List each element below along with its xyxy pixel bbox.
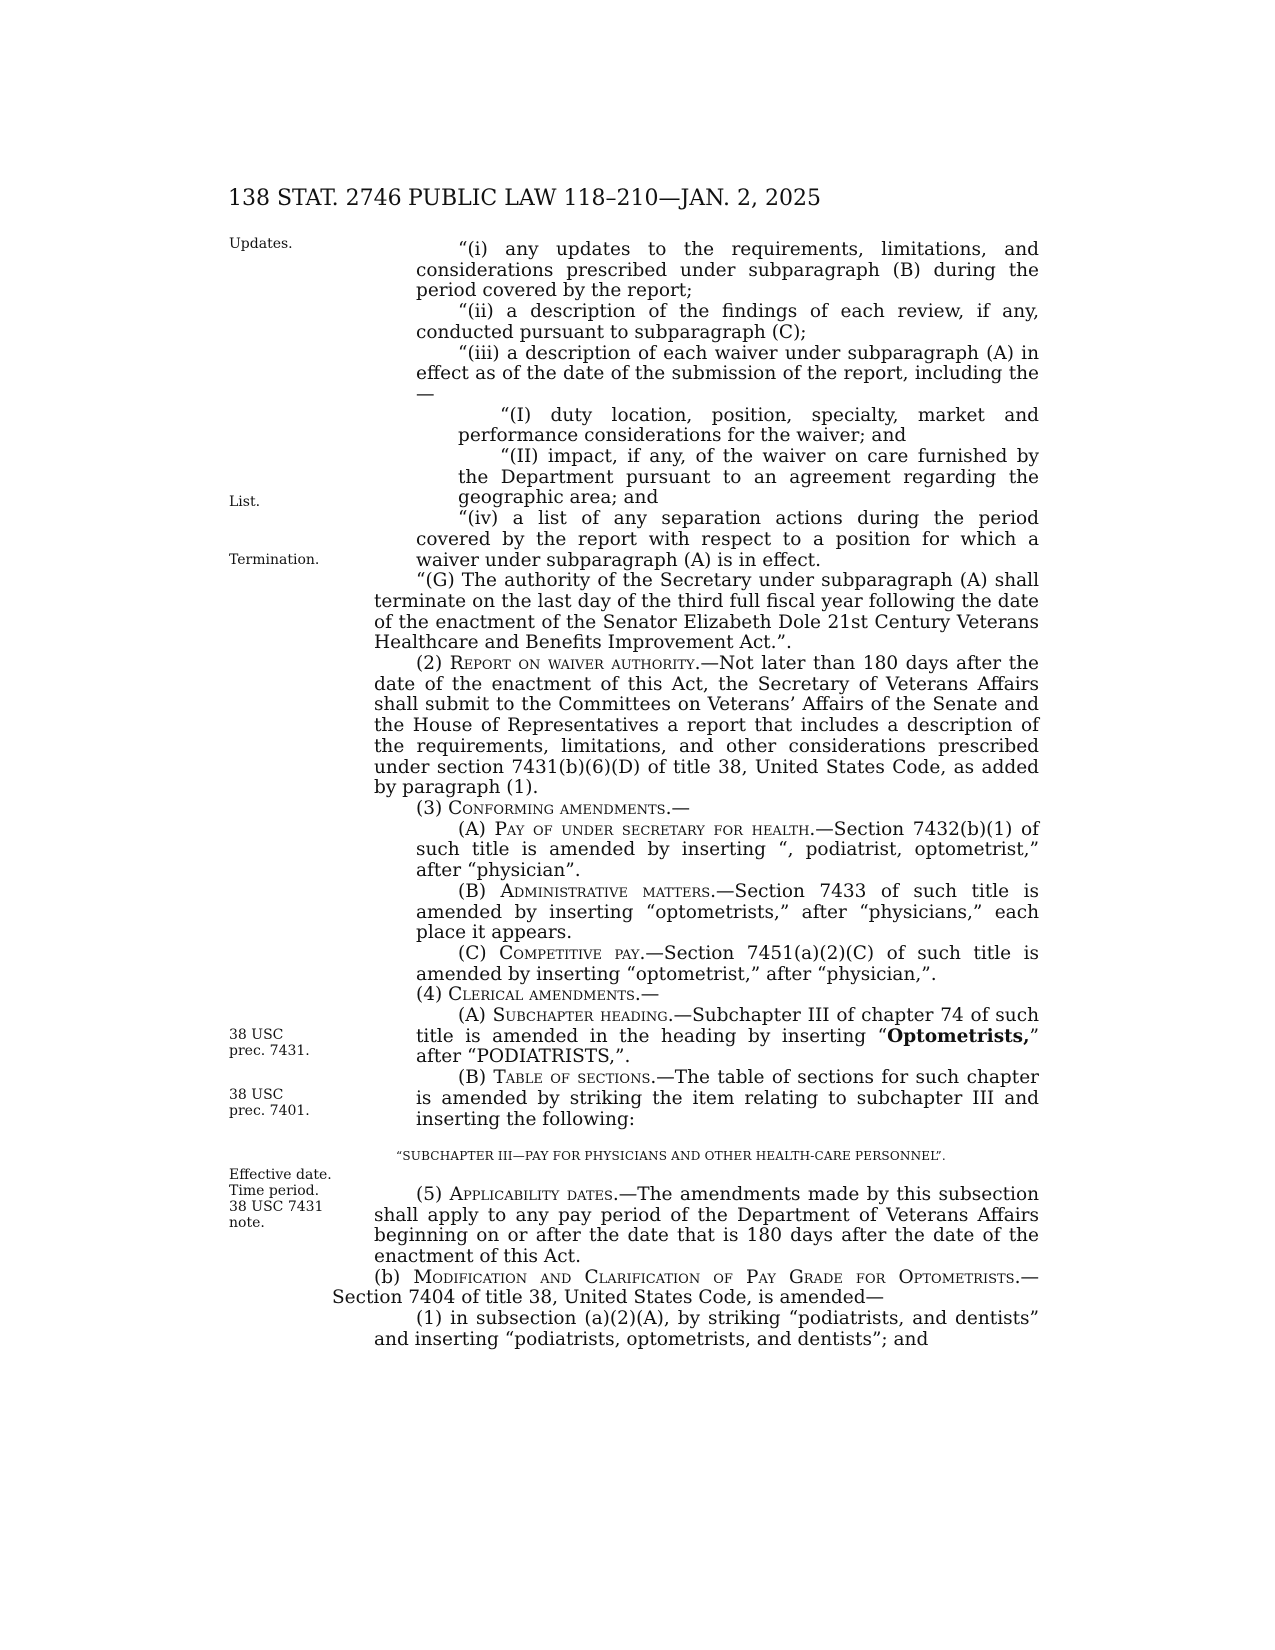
- paragraph-4A: (A) Subchapter heading.—Subchapter III of chapter 74 of such title is amended in the heading by inserting “Optometrists,” after “PODIATRISTS,”.: [416, 1005, 1039, 1068]
- subclause-I: “(I) duty location, position, specialty, market and performance considerations for the waiver; and: [458, 404, 1039, 447]
- clause-i: “(i) any updates to the requirements, limitations, and considerations prescribed under subparagraph (B) during the period covered by the report;: [416, 239, 1039, 302]
- subparagraph-G: “(G) The authority of the Secretary under subparagraph (A) shall terminate on the last day of the third full fiscal year following the date of the enactment of the Senator Elizabeth Dole 21st Century Veterans Healthcare and Benefits Improvement Act.”.: [374, 570, 1039, 654]
- paragraph-4A-heading: Subchapter heading: [492, 1005, 668, 1027]
- paragraph-3C: (C) Competitive pay.—Section 7451(a)(2)(C) of such title is amended by inserting “optometrist,” after “physician,”.: [416, 942, 1039, 985]
- margin-note-usc-7401: 38 USC prec. 7401.: [229, 1087, 310, 1119]
- page-header: [228, 186, 1038, 220]
- margin-note-effective-date: Effective date. Time period. 38 USC 7431 note.: [229, 1167, 332, 1231]
- paragraph-3: (3) Conforming amendments.—: [416, 797, 690, 819]
- paragraph-3B-heading: Administrative matters: [500, 880, 711, 902]
- margin-note-updates: Updates.: [229, 236, 293, 252]
- paragraph-2-heading: Report on waiver authority: [449, 653, 695, 675]
- paragraph-4-heading: Clerical amendments: [448, 984, 635, 1006]
- clause-iv: “(iv) a list of any separation actions during the period covered by the report with respect to a position for which a waiver under subparagraph (A) is in effect.: [416, 508, 1039, 571]
- public-law-title: PUBLIC LAW 118–210—JAN. 2, 2025: [408, 186, 821, 211]
- clause-iii: “(iii) a description of each waiver under subparagraph (A) in effect as of the date of the submission of the report, including the—: [416, 342, 1039, 405]
- subclause-II: “(II) impact, if any, of the waiver on care furnished by the Department pursuant to an agreement regarding the geographic area; and: [458, 446, 1039, 509]
- paragraph-4B-heading: Table of sections: [493, 1067, 651, 1089]
- margin-note-usc-7431: 38 USC prec. 7431.: [229, 1027, 310, 1059]
- subsection-b-heading: Modification and Clarification of Pay Grade for Optometrists: [413, 1266, 1015, 1288]
- paragraph-4: (4) Clerical amendments.—: [416, 984, 660, 1006]
- margin-note-termination: Termination.: [229, 552, 320, 568]
- margin-note-list: List.: [229, 494, 261, 510]
- paragraph-3B: (B) Administrative matters.—Section 7433 of such title is amended by inserting “optometrists,” after “physicians,” each place it appears.: [416, 880, 1039, 944]
- paragraph-3A: (A) Pay of under secretary for health.—Section 7432(b)(1) of such title is amended by inserting “, podiatrist, optometrist,” after “physician”.: [416, 818, 1039, 882]
- paragraph-3-heading: Conforming amendments: [448, 797, 666, 819]
- paragraph-2: (2) Report on waiver authority.—Not later than 180 days after the date of the enactment of this Act, the Secretary of Veterans Affairs shall submit to the Committees on Veterans’ Affairs of the Senate and the House of Representatives a report that includes a description of the requirements, limitations, and other considerations prescribed under section 7431(b)(6)(D) of title 38, United States Code, as added by paragraph (1).: [374, 653, 1039, 799]
- subsection-b-paragraph-1: (1) in subsection (a)(2)(A), by striking “podiatrists, and dentists” and inserting “podiatrists, optometrists, and dentists”; and: [374, 1308, 1039, 1350]
- paragraph-3A-heading: Pay of under secretary for health: [494, 818, 810, 840]
- subsection-b: (b) Modification and Clarification of Pay Grade for Optometrists.—Section 7404 of title 38, United States Code, is amended—: [332, 1266, 1039, 1309]
- paragraph-4B: (B) Table of sections.—The table of sections for such chapter is amended by striking the item relating to subchapter III and inserting the following:: [416, 1067, 1039, 1130]
- document-body: [332, 239, 1039, 1351]
- paragraph-3C-heading: Competitive pay: [499, 942, 640, 964]
- paragraph-5: (5) Applicability dates.—The amendments made by this subsection shall apply to any pay period of the Department of Veterans Affairs beginning on or after the date that is 180 days after the date of the enactment of this Act.: [374, 1183, 1039, 1268]
- subchapter-heading-insert: “SUBCHAPTER III—PAY FOR PHYSICIANS AND OTHER HEALTH-CARE PERSONNEL”.: [396, 1149, 946, 1164]
- clause-ii: “(ii) a description of the findings of each review, if any, conducted pursuant to subparagraph (C);: [416, 301, 1039, 343]
- paragraph-5-heading: Applicability dates: [449, 1183, 613, 1205]
- stat-page-number: 138 STAT. 2746: [228, 186, 402, 211]
- optometrists-bold: Optometrists,: [887, 1025, 1030, 1047]
